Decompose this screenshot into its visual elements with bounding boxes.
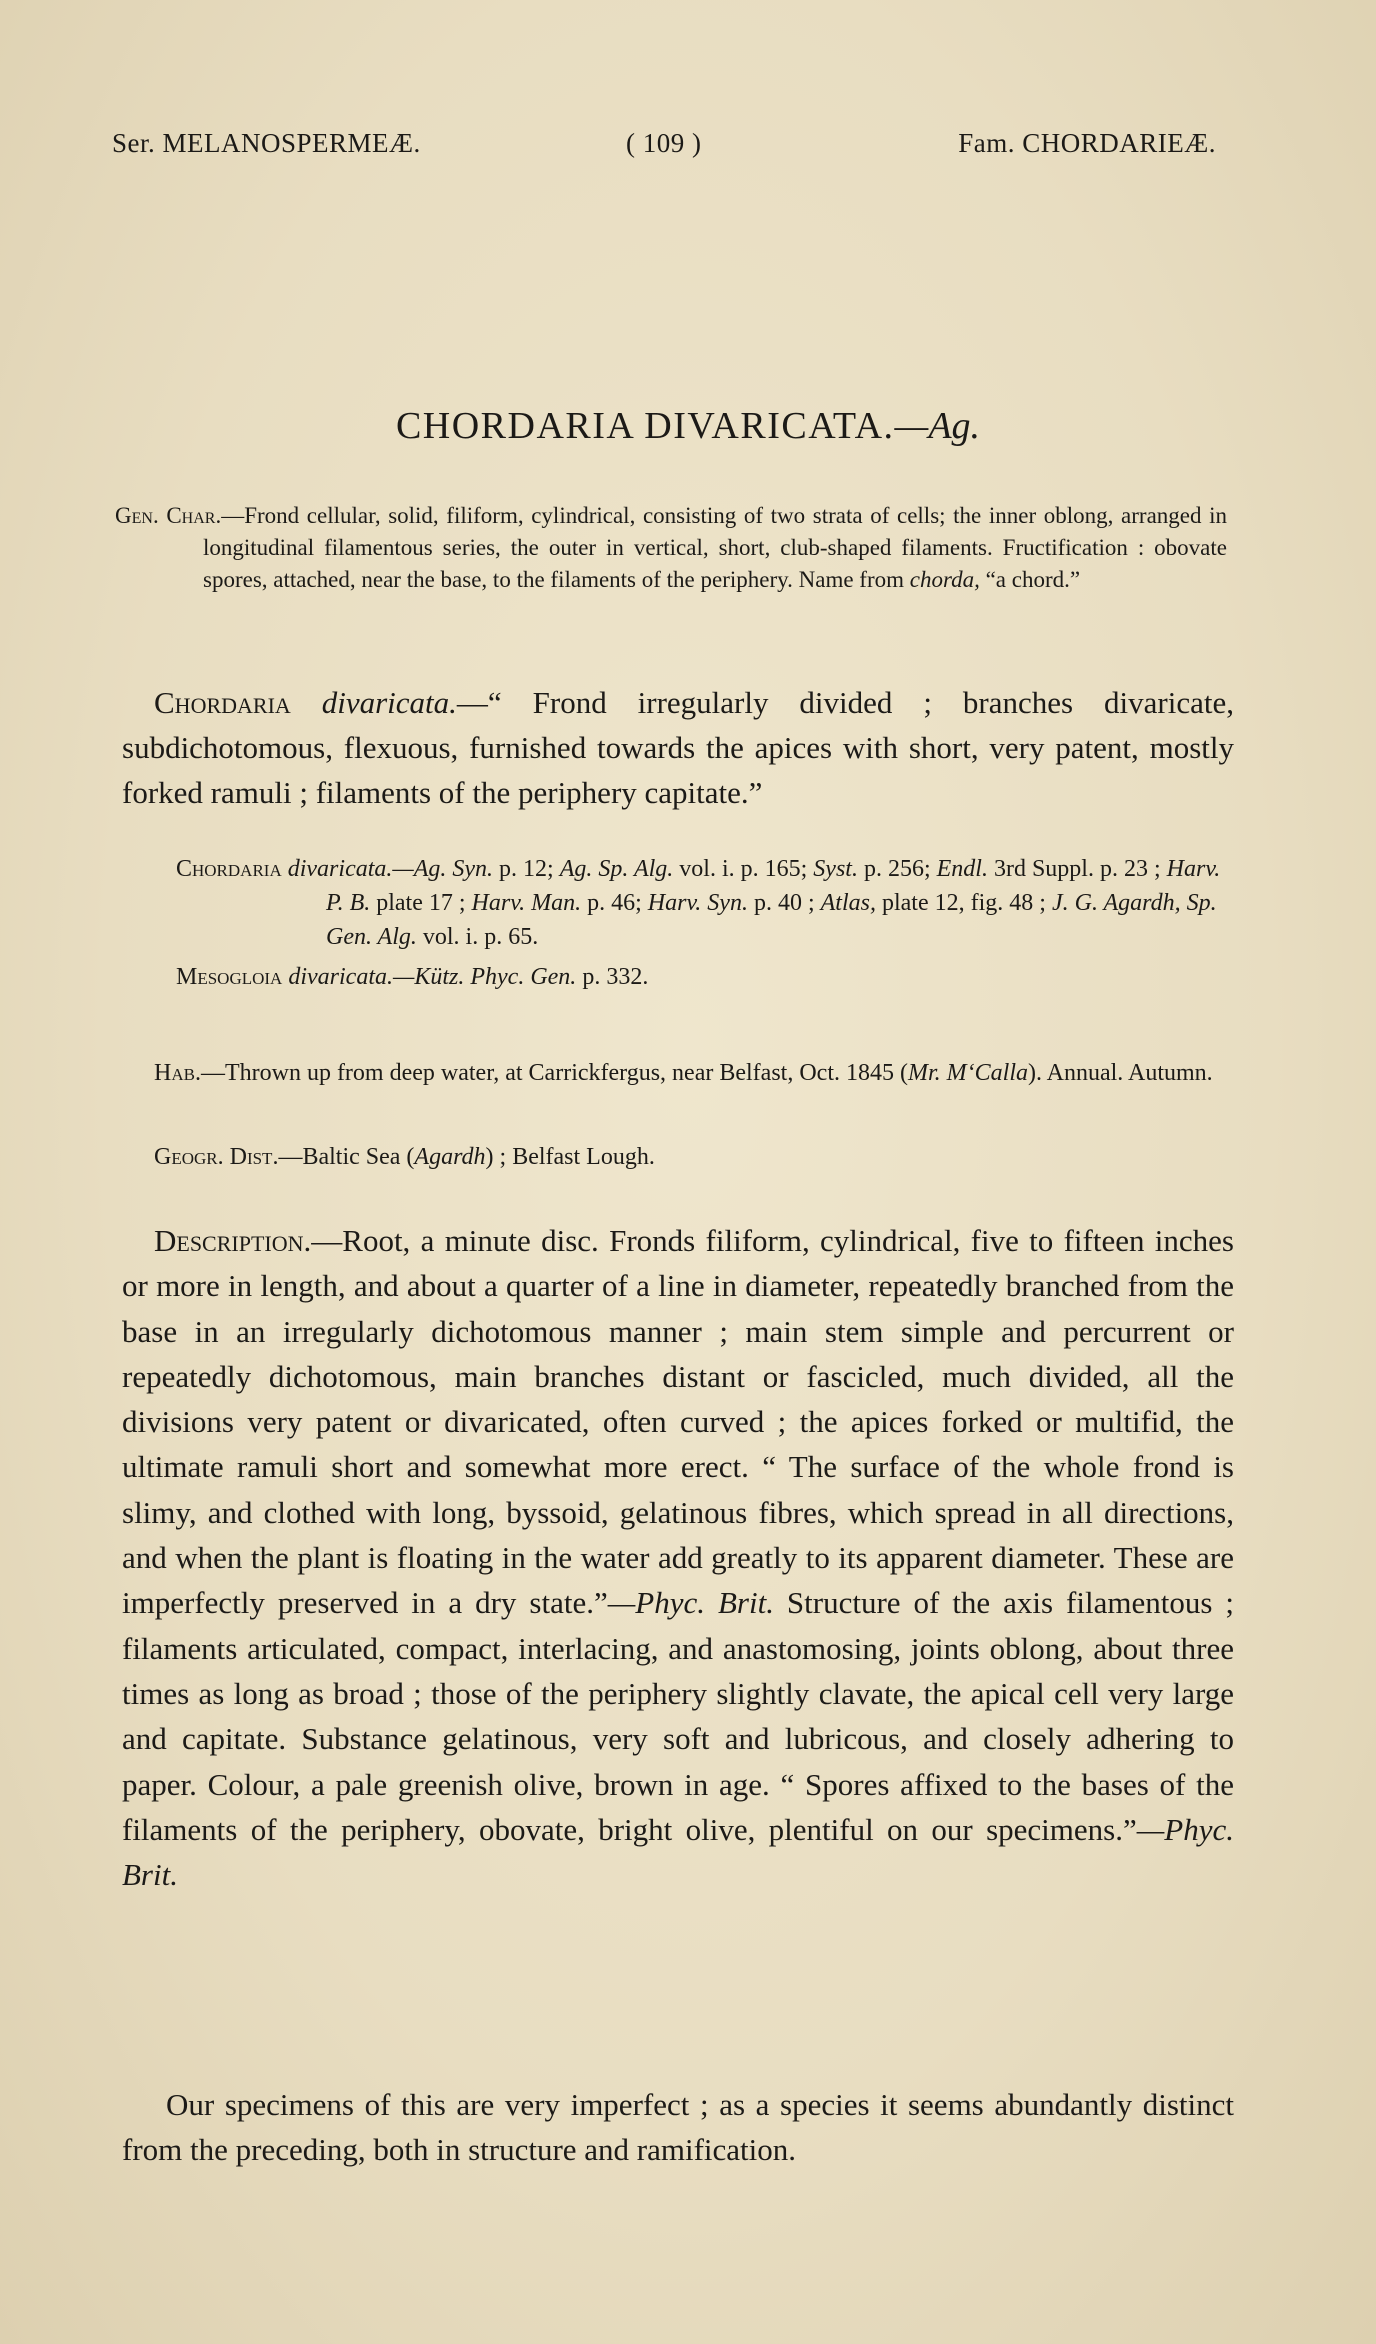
description-citation: —Phyc. Brit.: [607, 1585, 774, 1621]
species-def-species: divaricata.: [321, 685, 457, 720]
citation: Syst.: [813, 856, 858, 882]
synonym-species: divaricata.: [288, 964, 393, 990]
citation: J. G. Agardh, Sp. Gen. Alg.: [326, 890, 1217, 950]
geogr-label: Geogr. Dist.: [154, 1144, 279, 1170]
running-head: [112, 128, 1216, 168]
gen-char-label: Gen. Char.: [115, 503, 222, 528]
citation: —Ag. Syn.: [392, 856, 494, 882]
description-text: —Root, a minute disc. Fronds filiform, cylindrical, five to fifteen inches or more in length, and about a quarter of a line in diameter, repeatedly branched from the base in an irregularly dichotomous manner ; main stem simple and percurrent or repeatedly dichotomous, main branches distant or fascicled, much divided, all the divisions very patent or divaricated, often curved ; the apices forked or multifid, the ultimate ramuli short and somewhat more erect. “ The surface of the whole frond is slimy, and clothed with long, byssoid, gelatinous fibres, which spread in all directions, and when the plant is floating in the water add greatly to its apparent diameter. These are imperfectly preserved in a dry state.”: [122, 1223, 1234, 1621]
generic-character: [115, 500, 1227, 596]
geogr-locality: ) ; Belfast Lough.: [485, 1144, 655, 1170]
habitat: [122, 1056, 1234, 1090]
synonym-species: divaricata.: [287, 856, 393, 882]
citation-page: vol. i. p. 65.: [416, 924, 539, 950]
running-head-series: Ser. MELANOSPERMEÆ.: [112, 128, 421, 158]
species-definition: [122, 680, 1234, 815]
geographic-distribution: [154, 1140, 1234, 1174]
citation-page: p. 46;: [581, 890, 648, 916]
geogr-authority: Agardh: [414, 1144, 486, 1170]
synonym-mesogloia: [176, 960, 1234, 994]
description-label: Description.: [154, 1223, 312, 1258]
citation: Harv. Syn.: [647, 890, 748, 916]
geogr-text: —Baltic Sea (: [278, 1144, 415, 1170]
species-def-text: —“ Frond irregularly divided ; branches divaricate, subdichotomous, flexuous, furnished towards the apices with short, very patent, mostly forked ramuli ; filaments of the periphery capitate.”: [122, 685, 1234, 810]
citation: Endl.: [936, 856, 988, 882]
remark-paragraph: Our specimens of this are very imperfect ; as a species it seems abundantly distinct from the preceding, both in structure and ramification.: [122, 2087, 1234, 2167]
habitat-collector: Mr. M‘Calla: [907, 1060, 1028, 1086]
citation-page: p. 256;: [857, 856, 937, 882]
citation: Atlas,: [820, 890, 876, 916]
synonymy: [176, 852, 1234, 1000]
habitat-season: ). Annual. Autumn.: [1027, 1060, 1213, 1086]
habitat-label: Hab.: [154, 1060, 201, 1086]
running-head-family: Fam. CHORDARIEÆ.: [958, 128, 1216, 158]
page-number: ( 109 ): [626, 128, 702, 158]
citation: Harv. Man.: [471, 890, 582, 916]
citation: Harv. P. B.: [326, 856, 1221, 916]
species-title-author: —Ag.: [894, 405, 981, 447]
citation-page: plate 17 ;: [370, 890, 472, 916]
citation-page: vol. i. p. 165;: [673, 856, 814, 882]
citation: —Kütz. Phyc. Gen.: [393, 964, 577, 990]
gen-char-etymology: chorda,: [909, 567, 980, 592]
citation-page: p. 40 ;: [747, 890, 821, 916]
species-title-name: CHORDARIA DIVARICATA.: [395, 405, 895, 447]
description-text: Structure of the axis filamentous ; filaments articulated, compact, interlacing, and anastomosing, joints oblong, about three times as long as broad ; those of the periphery slightly clavate, the apical cell very large and capitate. Substance gelatinous, very soft and lubricous, and closely adhering to paper. Colour, a pale greenish olive, brown in age. “ Spores affixed to the bases of the filaments of the periphery, obovate, bright olive, plentiful on our specimens.”: [122, 1585, 1234, 1847]
citation-page: plate 12, fig. 48 ;: [875, 890, 1052, 916]
habitat-text: —Thrown up from deep water, at Carrickfergus, near Belfast, Oct. 1845 (: [200, 1060, 908, 1086]
synonym-genus: Chordaria: [176, 856, 282, 882]
species-title: [0, 404, 1376, 448]
synonym-chordaria: [176, 852, 1234, 954]
citation: Ag. Sp. Alg.: [559, 856, 674, 882]
gen-char-text: —Frond cellular, solid, filiform, cylindrical, consisting of two strata of cells; the inner oblong, arranged in longitudinal filamentous series, the outer in vertical, short, club-shaped filaments. Fructification : obovate spores, attached, near the base, to the filaments of the periphery. Name from: [203, 503, 1228, 592]
description: [122, 1218, 1234, 1897]
synonym-genus: Mesogloia: [176, 964, 283, 990]
citation-page: p. 12;: [493, 856, 560, 882]
gen-char-meaning: “a chord.”: [979, 567, 1081, 592]
species-def-genus: Chordaria: [154, 685, 291, 720]
citation-page: p. 332.: [576, 964, 649, 990]
citation-page: 3rd Suppl. p. 23 ;: [987, 856, 1167, 882]
description-citation: —Phyc. Brit.: [122, 1811, 1234, 1893]
